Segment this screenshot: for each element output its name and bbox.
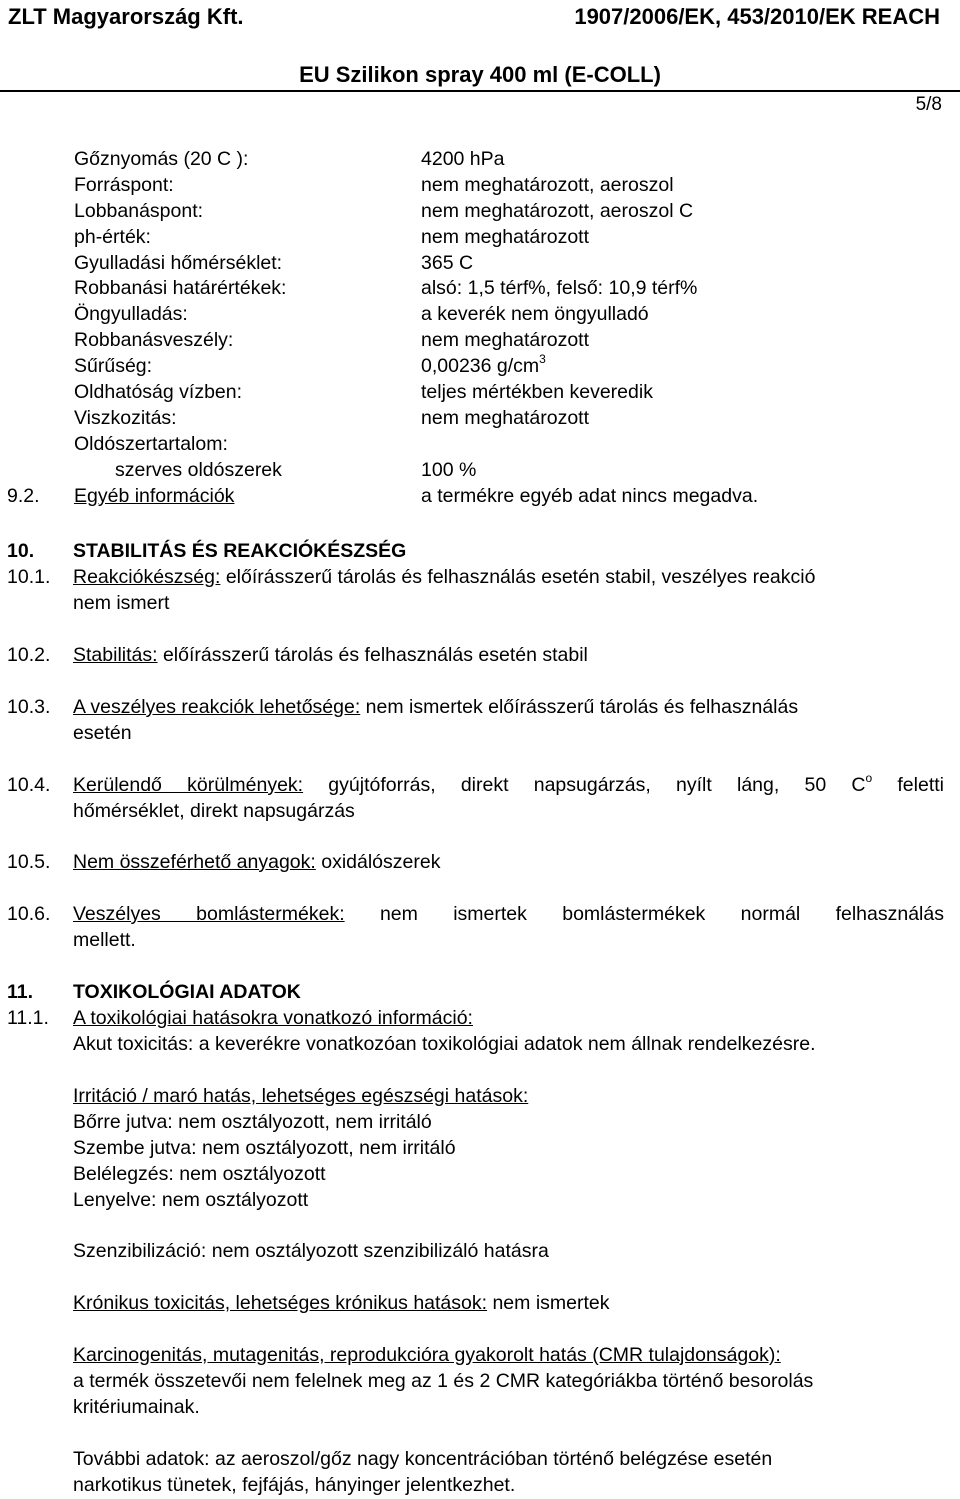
property-row <box>0 432 960 458</box>
cmr-block <box>0 1342 960 1420</box>
header-divider <box>0 90 960 92</box>
property-value: 365 C <box>421 251 474 274</box>
subsection-title: A veszélyes reakciók lehetősége: <box>73 696 361 718</box>
property-row <box>0 406 960 432</box>
property-label: Gyulladási hőmérséklet: <box>74 251 283 274</box>
property-label: Oldhatóság vízben: <box>74 381 243 404</box>
sensitization-text: Szenzibilizáció: nem osztályozott szenzibilizáló hatásra <box>73 1240 549 1262</box>
subsection-text: gyújtóforrás, direkt napsugárzás, nyílt láng, 50 C <box>303 774 866 796</box>
cmr-text-continued: kritériumainak. <box>73 1396 200 1418</box>
property-row <box>0 225 960 251</box>
property-label: Öngyulladás: <box>74 303 188 326</box>
physical-properties-list <box>0 147 960 509</box>
page-number: 5/8 <box>915 94 942 115</box>
property-value: nem meghatározott <box>421 329 590 352</box>
subsection-title: Stabilitás: <box>73 644 158 666</box>
company-name: ZLT Magyarország Kft. <box>8 4 244 29</box>
property-row <box>0 276 960 302</box>
property-label: Oldószertartalom: <box>74 432 228 455</box>
density-value: 0,00236 g/cm <box>421 355 540 378</box>
section-10-1 <box>0 564 960 616</box>
property-value: nem meghatározott, aeroszol <box>421 173 674 196</box>
section-10-5 <box>0 849 960 875</box>
property-value: 100 % <box>421 458 477 481</box>
property-label: ph-érték: <box>74 225 151 248</box>
property-row <box>0 302 960 328</box>
irritation-title: Irritáció / maró hatás, lehetséges egészségi hatások: <box>73 1085 529 1107</box>
cmr-title: Karcinogenitás, mutagenitás, reprodukcióra gyakorolt hatás (CMR tulajdonságok): <box>73 1344 781 1366</box>
subsection-text: előírásszerű tárolás és felhasználás esetén stabil, veszélyes reakció <box>220 566 816 588</box>
property-row <box>0 380 960 406</box>
eye-contact-text: Szembe jutva: nem osztályozott, nem irritáló <box>73 1137 456 1159</box>
property-value: alsó: 1,5 térf%, felső: 10,9 térf% <box>421 277 698 300</box>
section-title: STABILITÁS ÉS REAKCIÓKÉSZSÉG <box>73 540 407 562</box>
property-row <box>0 354 960 380</box>
skin-contact-text: Bőrre jutva: nem osztályozott, nem irritáló <box>73 1111 432 1133</box>
property-row <box>0 147 960 173</box>
subsection-text-end: feletti <box>872 774 944 796</box>
product-name: EU Szilikon spray 400 ml (E-COLL) <box>299 62 661 87</box>
section-9-2-row <box>0 484 960 510</box>
sensitization-block <box>0 1238 960 1264</box>
property-label: Viszkozitás: <box>74 406 177 429</box>
further-info-text: További adatok: az aeroszol/gőz nagy koncentrációban történő belégzése esetén <box>73 1448 773 1470</box>
section-10-heading <box>0 538 960 564</box>
degree-mark: o <box>865 771 873 785</box>
regulation-reference: 1907/2006/EK, 453/2010/EK REACH <box>574 4 940 29</box>
property-label: Lobbanáspont: <box>74 199 204 222</box>
subsection-title: Reakciókészség: <box>73 566 221 588</box>
page-header <box>0 0 960 91</box>
property-label: Forráspont: <box>74 173 174 196</box>
property-label: Robbanási határértékek: <box>74 277 287 300</box>
subsection-title: Veszélyes bomlástermékek: <box>73 903 345 925</box>
property-label: Sűrűség: <box>74 355 153 378</box>
subsection-text-continued: mellett. <box>73 929 136 951</box>
section-number: 9.2. <box>7 484 40 507</box>
subsection-text: oxidálószerek <box>315 851 441 873</box>
property-value <box>421 354 546 380</box>
section-title: TOXIKOLÓGIAI ADATOK <box>73 981 301 1003</box>
property-row <box>0 328 960 354</box>
inhalation-text: Belélegzés: nem osztályozott <box>73 1163 326 1185</box>
subsection-text: nem ismertek előírásszerű tárolás és felhasználás <box>360 696 799 718</box>
subsection-text: előírásszerű tárolás és felhasználás esetén stabil <box>157 644 588 666</box>
property-value: a keverék nem öngyulladó <box>421 303 649 326</box>
subsection-number: 10.1. <box>7 566 51 588</box>
chronic-toxicity-block <box>0 1290 960 1316</box>
subsection-title: Nem összeférhető anyagok: <box>73 851 316 873</box>
chronic-text: nem ismertek <box>487 1292 610 1314</box>
property-row <box>0 173 960 199</box>
density-unit-exponent: 3 <box>539 352 546 367</box>
acute-toxicity-text: Akut toxicitás: a keverékre vonatkozóan toxikológiai adatok nem állnak rendelkezésre. <box>73 1033 816 1055</box>
property-label: Gőznyomás (20 C ): <box>74 148 249 170</box>
section-number: 10. <box>7 540 35 562</box>
irritation-block <box>0 1083 960 1213</box>
subsection-number: 10.3. <box>7 696 51 718</box>
property-row <box>0 458 960 484</box>
chronic-title: Krónikus toxicitás, lehetséges krónikus hatások: <box>73 1292 488 1314</box>
subsection-title: A toxikológiai hatásokra vonatkozó információ: <box>73 1007 473 1029</box>
subsection-text: nem ismertek bomlástermékek normál felhasználás <box>344 903 944 925</box>
section-11 <box>0 979 960 1057</box>
section-10-3 <box>0 694 960 746</box>
section-10-4 <box>0 772 960 824</box>
property-label: Robbanásveszély: <box>74 329 234 352</box>
subsection-number: 10.5. <box>7 851 51 873</box>
subsection-number: 10.2. <box>7 644 51 666</box>
ingestion-text: Lenyelve: nem osztályozott <box>73 1189 309 1211</box>
subsection-number: 10.6. <box>7 903 51 925</box>
further-info-block <box>0 1446 960 1498</box>
section-number: 11. <box>7 981 34 1003</box>
property-row <box>0 251 960 277</box>
section-value: a termékre egyéb adat nincs megadva. <box>421 484 759 507</box>
property-label: szerves oldószerek <box>115 458 282 481</box>
property-value: nem meghatározott, aeroszol C <box>421 199 694 222</box>
subsection-number: 10.4. <box>7 774 51 796</box>
subsection-text-continued: esetén <box>73 722 132 744</box>
property-value: nem meghatározott <box>421 406 590 429</box>
section-10-2 <box>0 642 960 668</box>
property-value: teljes mértékben keveredik <box>421 381 653 404</box>
section-10-6 <box>0 901 960 953</box>
property-value: nem meghatározott <box>421 225 590 248</box>
cmr-text: a termék összetevői nem felelnek meg az 1 és 2 CMR kategóriákba történő besorolás <box>73 1370 814 1392</box>
subsection-text-continued: nem ismert <box>73 592 170 614</box>
subsection-text-continued: hőmérséklet, direkt napsugárzás <box>73 800 355 822</box>
subsection-number: 11.1. <box>7 1007 49 1029</box>
property-value: 4200 hPa <box>421 148 505 170</box>
subsection-title: Kerülendő körülmények: <box>73 774 304 796</box>
further-info-text-continued: narkotikus tünetek, fejfájás, hányinger jelentkezhet. <box>73 1474 516 1496</box>
property-row <box>0 199 960 225</box>
section-title: Egyéb információk <box>74 484 235 507</box>
